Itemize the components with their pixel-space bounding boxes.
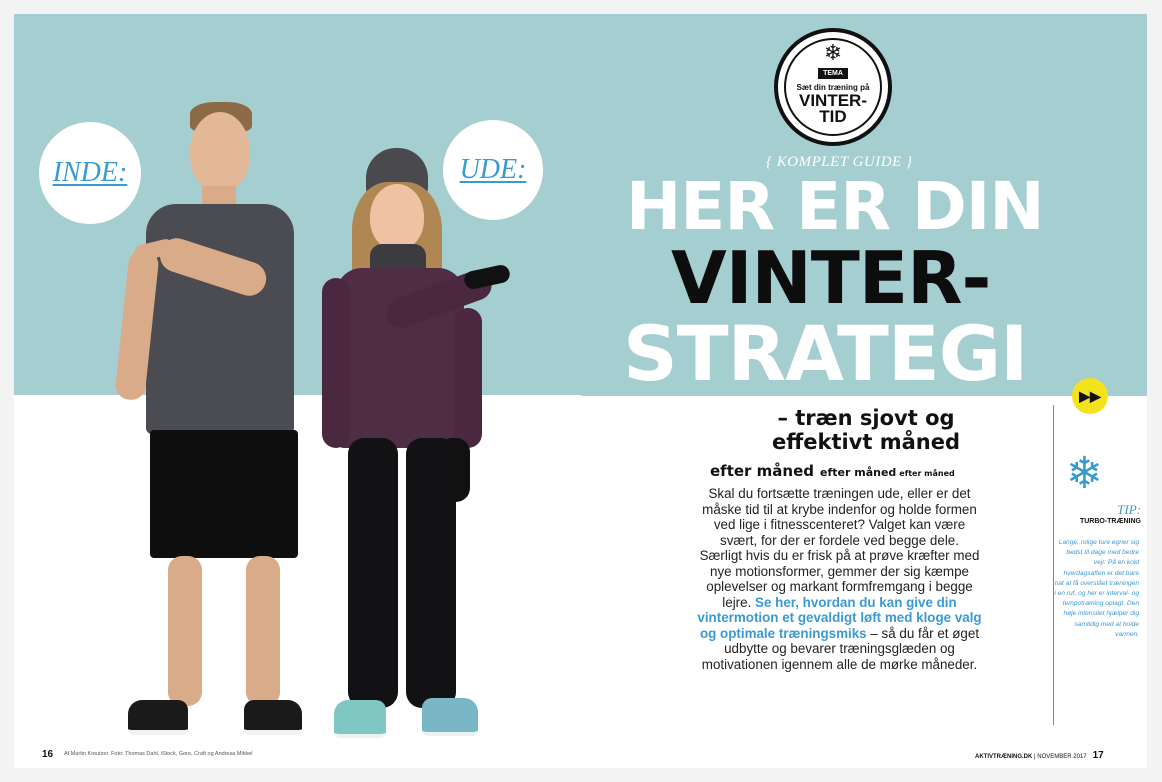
right-page-number: 17 [1092, 750, 1104, 761]
badge-line-3: TID [819, 107, 847, 126]
intro-text-part-2: – så du får et øget udbytte og bevarer træningsglæden og motivationen igennem alle de mørke måneder. [701, 625, 980, 672]
woman-photo [314, 148, 514, 748]
snowflake-icon: ❄ [823, 40, 843, 65]
right-page-footer: AKTIVTRÆNING.DK | NOVEMBER 2017 17 [975, 750, 1104, 761]
photo-credits: Af Martin Kreutzer. Foto: Thomas Dahl, iStock, Gore, Craft og Andreas Mikkel [64, 751, 253, 757]
intro-text-part-1: Skal du fortsætte træningen ude, eller er det måske tid til at krybe indenfor og holde formen ved lige i fitnesscenteret? Valget kan være svært, for der er fordele ved begge dele. Særligt hvis du er frisk på at prøve kræfter med nye motionsformer, gemmer der sig kæmpe oplevelser og markant formfremgang i begge lejre. [699, 486, 980, 610]
magazine-name: AKTIVTRÆNING.DK [975, 754, 1033, 760]
right-page [581, 14, 1147, 768]
badge-line-1: Sæt din træning på [796, 83, 870, 92]
man-photo [122, 100, 302, 750]
snowflake-icon: ❄ [1066, 449, 1103, 498]
left-page-number: 16 [42, 749, 54, 760]
subheadline-tail [710, 461, 955, 480]
intro-text [697, 486, 982, 672]
intro-text-highlight: Se her, hvordan du kan give din vintermotion et gevaldigt løft med kloge valg og optimale træningsmiks [697, 594, 982, 641]
tip-subtitle: TURBO-TRÆNING [1079, 518, 1141, 525]
subheadline-tail-small: efter måned [899, 469, 955, 478]
subheadline-tail-medium: efter måned [820, 466, 897, 479]
kicker: { KOMPLET GUIDE } [766, 154, 913, 170]
ude-label: UDE: [459, 154, 527, 185]
headline-line-2: VINTER- [671, 236, 991, 320]
subheadline-tail-large: efter måned [710, 462, 815, 480]
tip-text: Lange, rolige ture egner sig bedst til dage med bedre vejr. På en kold hverdagsaften er det bare nat at få overstået træningen i en ruf, og her er interval- og tempotræning oplagt. Den høje intensitet hjælper dig samtidig med at holde varmen. [1054, 539, 1139, 638]
tip-title: TIP: [1117, 502, 1141, 517]
headline-line-3: STRATEGI [623, 309, 1028, 398]
left-page [14, 14, 581, 768]
subheadline: – træn sjovt og effektivt måned [771, 406, 960, 454]
headline-line-1: HER ER DIN [626, 168, 1044, 245]
inde-label: INDE: [52, 157, 128, 188]
issue-date: NOVEMBER 2017 [1037, 754, 1087, 760]
badge-line-2: VINTER- [799, 91, 867, 110]
badge-tag: TEMA [818, 68, 848, 79]
continue-arrow-icon: ▶▶ [1072, 378, 1108, 414]
theme-badge [774, 28, 892, 146]
